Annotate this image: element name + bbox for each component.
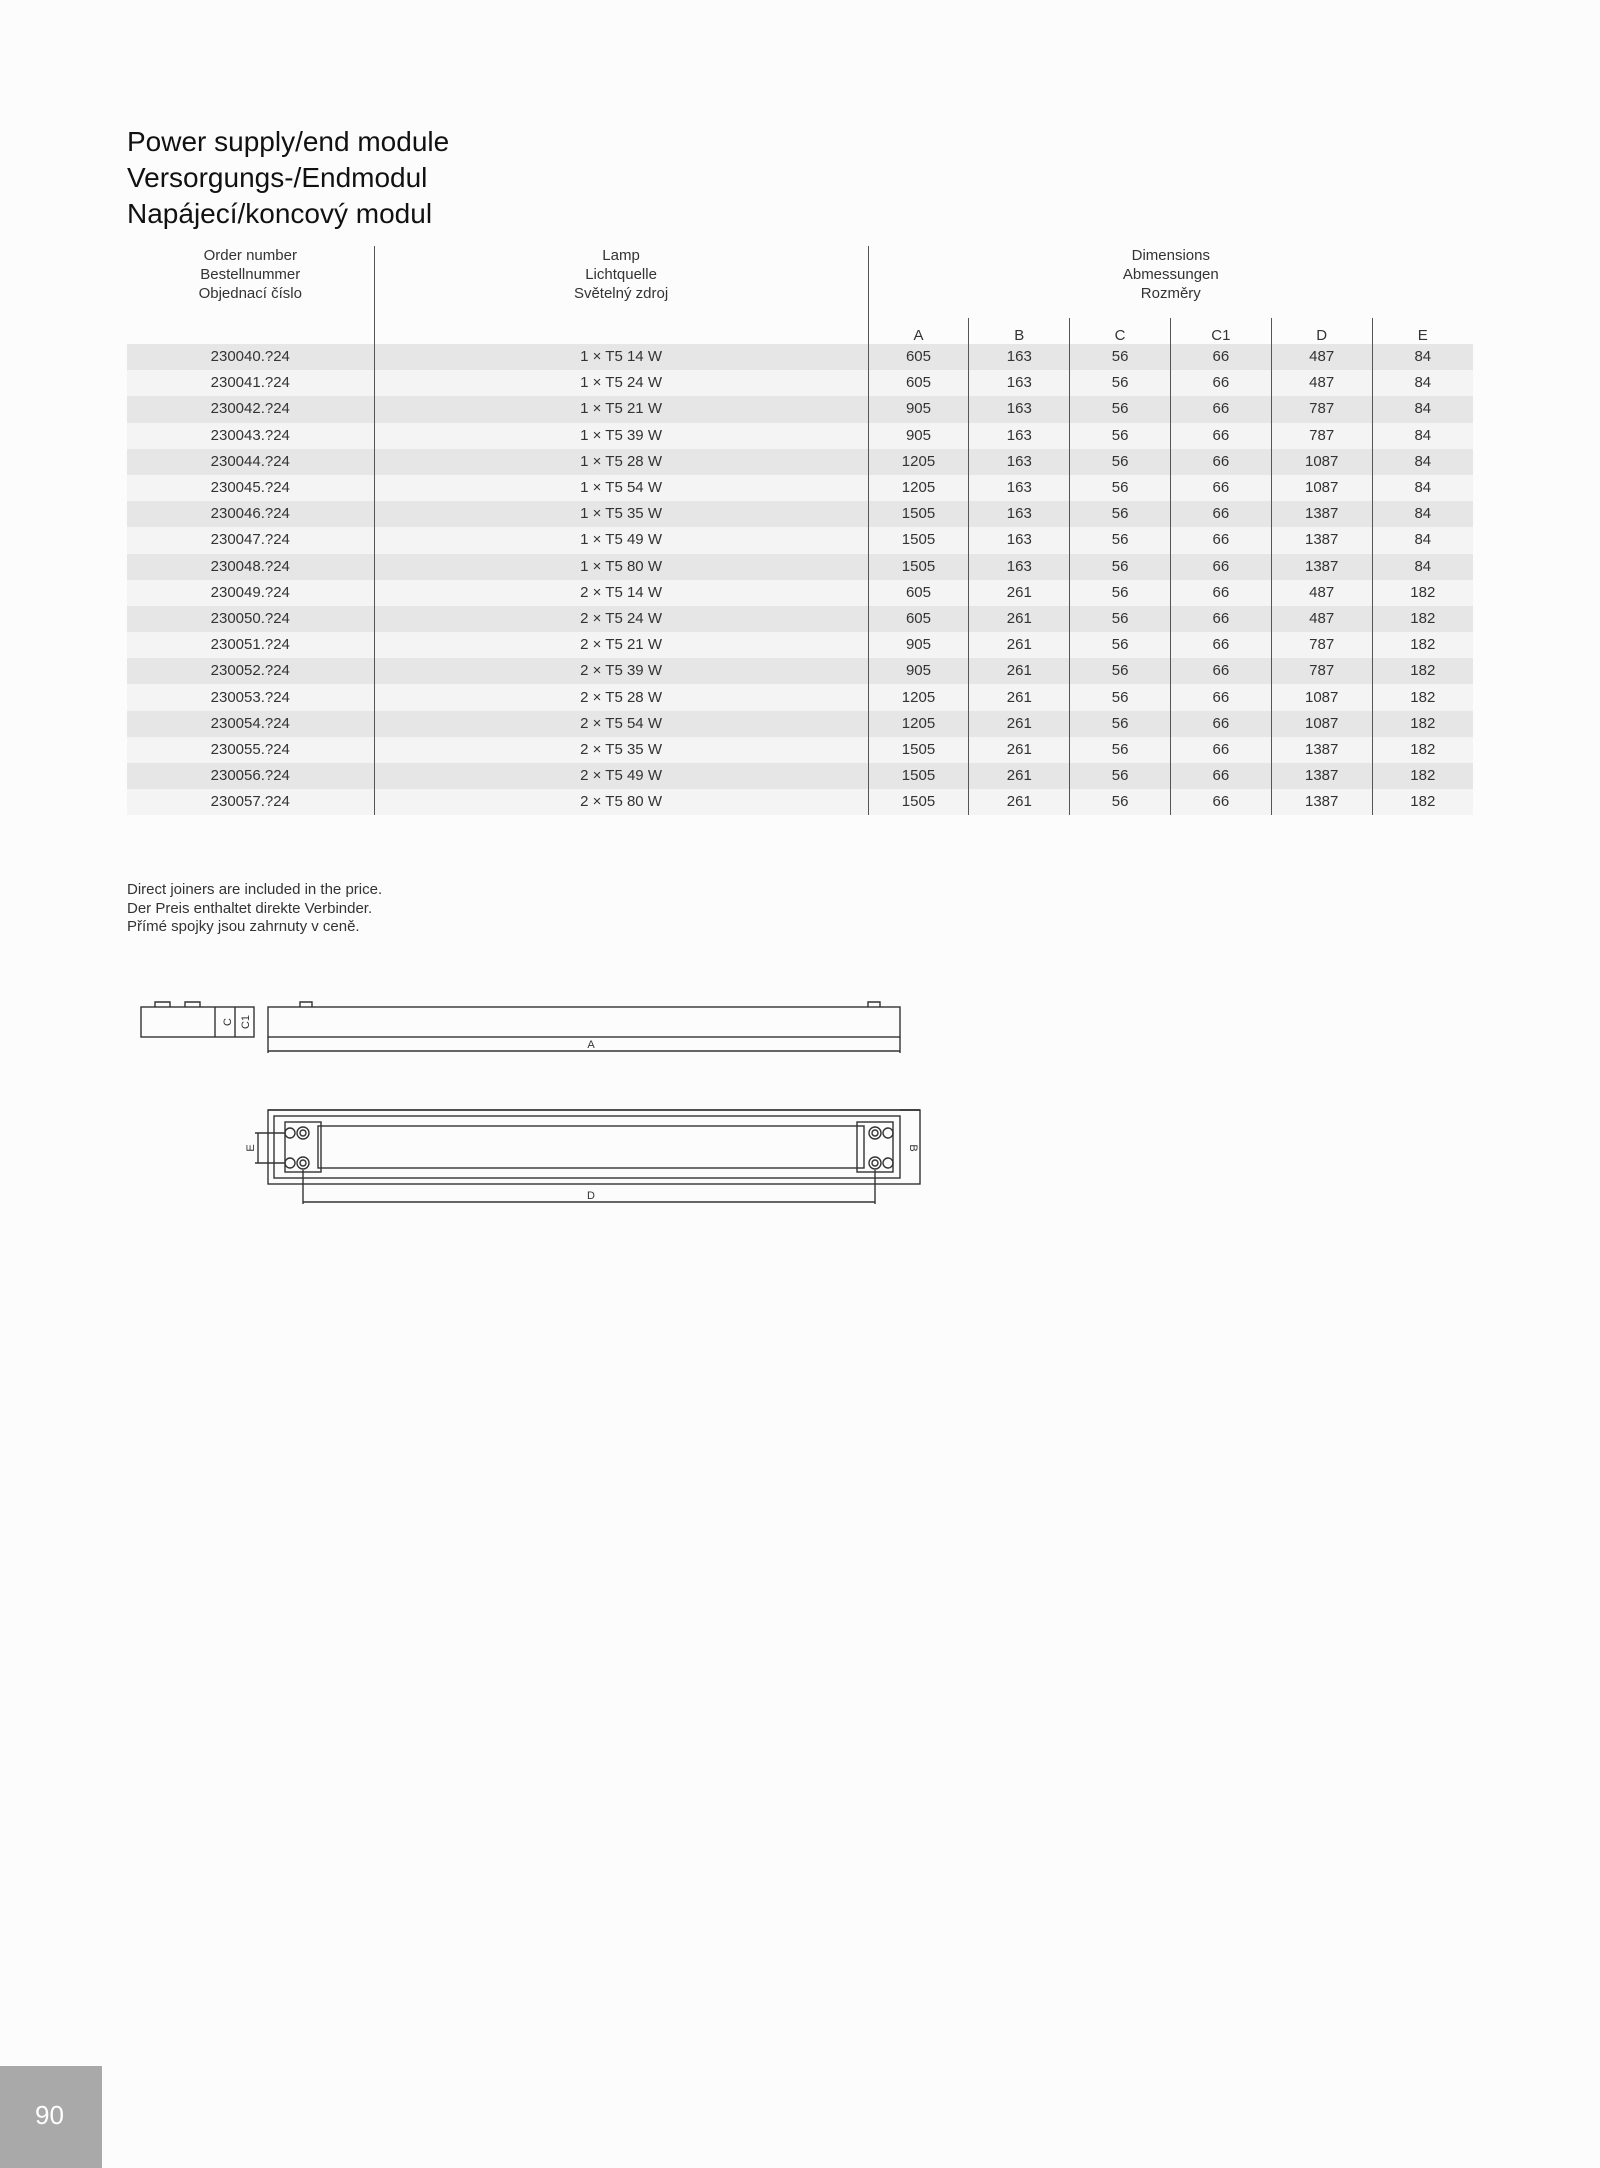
- price-notes: [127, 881, 382, 937]
- dimension-d-cell: 1087: [1271, 711, 1372, 737]
- label-c: C: [222, 1018, 234, 1026]
- table-row: [127, 789, 1473, 815]
- dimension-b-cell: 163: [969, 554, 1070, 580]
- page-number-tab: [0, 2066, 102, 2168]
- note-german: Der Preis enthaltet direkte Verbinder.: [127, 899, 373, 917]
- dimension-b-cell: 261: [969, 763, 1070, 789]
- table-row: [127, 632, 1473, 658]
- dimension-a-cell: 1205: [868, 711, 969, 737]
- product-table: [127, 246, 1473, 815]
- lamp-cell: 1 × T5 28 W: [374, 449, 868, 475]
- dimension-d-cell: 1387: [1271, 527, 1372, 553]
- dimension-c1-cell: 66: [1170, 580, 1271, 606]
- dimension-e-cell: 182: [1372, 658, 1473, 684]
- lamp-cell: 2 × T5 49 W: [374, 763, 868, 789]
- dimension-e-cell: 84: [1372, 554, 1473, 580]
- label-b: B: [907, 1144, 919, 1152]
- dimension-c1-cell: 66: [1170, 763, 1271, 789]
- dimension-d-cell: 787: [1271, 396, 1372, 422]
- lamp-cell: 1 × T5 35 W: [374, 501, 868, 527]
- dimension-e-cell: 84: [1372, 449, 1473, 475]
- dimension-b-cell: 261: [969, 789, 1070, 815]
- dimension-c-cell: 56: [1070, 527, 1171, 553]
- dimension-c-cell: 56: [1070, 554, 1171, 580]
- dimension-a-cell: 1505: [868, 789, 969, 815]
- dimension-a-cell: 605: [868, 580, 969, 606]
- table-row: [127, 711, 1473, 737]
- dimension-e-cell: 182: [1372, 789, 1473, 815]
- dimension-a-cell: 1505: [868, 554, 969, 580]
- dimension-b-cell: 261: [969, 737, 1070, 763]
- dimension-d-cell: 1387: [1271, 554, 1372, 580]
- dimension-e-cell: 182: [1372, 606, 1473, 632]
- dimension-a-cell: 1505: [868, 737, 969, 763]
- order-number-cell: 230051.?24: [127, 632, 374, 658]
- dimension-e-cell: 182: [1372, 711, 1473, 737]
- lamp-cell: 2 × T5 39 W: [374, 658, 868, 684]
- table-row: [127, 527, 1473, 553]
- dimension-c1-cell: 66: [1170, 344, 1271, 370]
- page-number: 90: [35, 2100, 64, 2130]
- lamp-cell: 1 × T5 39 W: [374, 423, 868, 449]
- dimension-c1-cell: 66: [1170, 475, 1271, 501]
- dimension-c-cell: 56: [1070, 580, 1171, 606]
- dimension-a-cell: 1505: [868, 527, 969, 553]
- dimension-a-cell: 905: [868, 632, 969, 658]
- dimension-c-cell: 56: [1070, 475, 1171, 501]
- dimension-c-cell: 56: [1070, 632, 1171, 658]
- dimension-e-cell: 182: [1372, 632, 1473, 658]
- dimension-c-cell: 56: [1070, 737, 1171, 763]
- dimension-c1-cell: 66: [1170, 527, 1271, 553]
- dimension-c1-cell: 66: [1170, 370, 1271, 396]
- dimension-d-cell: 1087: [1271, 475, 1372, 501]
- table-body: [127, 344, 1473, 815]
- dimension-c-cell: 56: [1070, 396, 1171, 422]
- lamp-cell: 2 × T5 21 W: [374, 632, 868, 658]
- dimension-e-cell: 182: [1372, 737, 1473, 763]
- lamp-cell: 2 × T5 54 W: [374, 711, 868, 737]
- lamp-cell: 1 × T5 24 W: [374, 370, 868, 396]
- order-number-cell: 230048.?24: [127, 554, 374, 580]
- dimension-c-cell: 56: [1070, 711, 1171, 737]
- order-number-cell: 230049.?24: [127, 580, 374, 606]
- end-module-side-view: [141, 1002, 254, 1037]
- lamp-cell: 2 × T5 24 W: [374, 606, 868, 632]
- dimension-b-cell: 163: [969, 527, 1070, 553]
- dimensions-header: Dimensions Abmessungen Rozměry: [868, 246, 1473, 318]
- dimension-a-cell: 605: [868, 370, 969, 396]
- dimension-c1-cell: 66: [1170, 554, 1271, 580]
- table-row: [127, 737, 1473, 763]
- dimension-b-cell: 261: [969, 606, 1070, 632]
- dimension-c1-cell: 66: [1170, 396, 1271, 422]
- dimension-e-cell: 84: [1372, 527, 1473, 553]
- dimension-c1-cell: 66: [1170, 684, 1271, 710]
- dimension-e-cell: 84: [1372, 423, 1473, 449]
- dimension-e-cell: 84: [1372, 396, 1473, 422]
- title-czech: Napájecí/koncový modul: [127, 198, 433, 229]
- order-number-cell: 230057.?24: [127, 789, 374, 815]
- table-row: [127, 449, 1473, 475]
- table-row: [127, 763, 1473, 789]
- dimension-c1-cell: 66: [1170, 423, 1271, 449]
- dimension-d-cell: 487: [1271, 370, 1372, 396]
- dimension-a-cell: 1205: [868, 449, 969, 475]
- dimension-a-cell: 905: [868, 423, 969, 449]
- order-number-cell: 230053.?24: [127, 684, 374, 710]
- label-c1: C1: [240, 1014, 252, 1030]
- lamp-header: Lamp Lichtquelle Světelný zdroj: [374, 246, 868, 344]
- dimension-d-cell: 787: [1271, 632, 1372, 658]
- order-number-cell: 230042.?24: [127, 396, 374, 422]
- dimension-b-cell: 163: [969, 449, 1070, 475]
- dimension-c-cell: 56: [1070, 606, 1171, 632]
- order-number-cell: 230041.?24: [127, 370, 374, 396]
- dim-header-b: B: [969, 318, 1070, 344]
- lamp-cell: 2 × T5 80 W: [374, 789, 868, 815]
- dimension-b-cell: 261: [969, 684, 1070, 710]
- order-number-cell: 230054.?24: [127, 711, 374, 737]
- table-row: [127, 554, 1473, 580]
- label-a: A: [587, 1039, 595, 1051]
- dimension-b-cell: 163: [969, 370, 1070, 396]
- order-number-cell: 230055.?24: [127, 737, 374, 763]
- dimension-a-cell: 905: [868, 658, 969, 684]
- dimension-c1-cell: 66: [1170, 789, 1271, 815]
- label-e: E: [245, 1144, 257, 1152]
- order-number-cell: 230044.?24: [127, 449, 374, 475]
- dimension-a-cell: 605: [868, 344, 969, 370]
- order-number-cell: 230043.?24: [127, 423, 374, 449]
- lamp-top-view: [245, 1110, 920, 1204]
- dimension-e-cell: 182: [1372, 580, 1473, 606]
- dim-header-c1: C1: [1170, 318, 1271, 344]
- dimension-c1-cell: 66: [1170, 501, 1271, 527]
- dimension-d-cell: 1387: [1271, 501, 1372, 527]
- title-english: Power supply/end module: [127, 126, 450, 157]
- dim-header-c: C: [1070, 318, 1171, 344]
- dimension-b-cell: 261: [969, 658, 1070, 684]
- lamp-cell: 1 × T5 80 W: [374, 554, 868, 580]
- dimension-c1-cell: 66: [1170, 658, 1271, 684]
- dimension-e-cell: 182: [1372, 684, 1473, 710]
- table-row: [127, 475, 1473, 501]
- table-row: [127, 344, 1473, 370]
- dim-header-e: E: [1372, 318, 1473, 344]
- dimension-d-cell: 1087: [1271, 684, 1372, 710]
- dimension-c1-cell: 66: [1170, 737, 1271, 763]
- order-number-cell: 230056.?24: [127, 763, 374, 789]
- table-row: [127, 606, 1473, 632]
- table-row: [127, 501, 1473, 527]
- dimension-d-cell: 487: [1271, 580, 1372, 606]
- dimension-e-cell: 84: [1372, 475, 1473, 501]
- dimension-a-cell: 1205: [868, 684, 969, 710]
- lamp-cell: 1 × T5 54 W: [374, 475, 868, 501]
- dimension-d-cell: 787: [1271, 658, 1372, 684]
- dimension-d-cell: 787: [1271, 423, 1372, 449]
- note-english: Direct joiners are included in the price.: [127, 881, 383, 898]
- dimension-b-cell: 261: [969, 632, 1070, 658]
- dimension-c-cell: 56: [1070, 789, 1171, 815]
- dimension-d-cell: 1387: [1271, 789, 1372, 815]
- dimension-b-cell: 261: [969, 580, 1070, 606]
- dimension-e-cell: 84: [1372, 501, 1473, 527]
- lamp-cell: 2 × T5 14 W: [374, 580, 868, 606]
- table-row: [127, 580, 1473, 606]
- dimension-a-cell: 1505: [868, 763, 969, 789]
- table-row: [127, 658, 1473, 684]
- label-d: D: [587, 1190, 595, 1202]
- title-german: Versorgungs-/Endmodul: [127, 162, 428, 193]
- lamp-cell: 2 × T5 28 W: [374, 684, 868, 710]
- dimension-a-cell: 1205: [868, 475, 969, 501]
- dimension-b-cell: 261: [969, 711, 1070, 737]
- table-row: [127, 396, 1473, 422]
- dimension-b-cell: 163: [969, 396, 1070, 422]
- dimension-c-cell: 56: [1070, 423, 1171, 449]
- note-czech: Přímé spojky jsou zahrnuty v ceně.: [127, 918, 360, 935]
- order-number-cell: 230047.?24: [127, 527, 374, 553]
- dimension-c-cell: 56: [1070, 344, 1171, 370]
- dimension-e-cell: 182: [1372, 763, 1473, 789]
- dimension-c-cell: 56: [1070, 449, 1171, 475]
- dimension-c1-cell: 66: [1170, 606, 1271, 632]
- table-row: [127, 370, 1473, 396]
- dimension-d-cell: 487: [1271, 344, 1372, 370]
- dimension-b-cell: 163: [969, 344, 1070, 370]
- order-number-cell: 230052.?24: [127, 658, 374, 684]
- dimension-c-cell: 56: [1070, 658, 1171, 684]
- dimension-c-cell: 56: [1070, 763, 1171, 789]
- dimension-d-cell: 487: [1271, 606, 1372, 632]
- dimension-c1-cell: 66: [1170, 632, 1271, 658]
- lamp-cell: 1 × T5 21 W: [374, 396, 868, 422]
- order-number-header: Order number Bestellnummer Objednací číslo: [198, 247, 302, 302]
- dimension-d-cell: 1387: [1271, 763, 1372, 789]
- table-row: [127, 684, 1473, 710]
- dimension-c1-cell: 66: [1170, 449, 1271, 475]
- dimension-d-cell: 1087: [1271, 449, 1372, 475]
- dimension-e-cell: 84: [1372, 344, 1473, 370]
- page-title: [127, 124, 449, 232]
- dimension-b-cell: 163: [969, 501, 1070, 527]
- lamp-cell: 1 × T5 14 W: [374, 344, 868, 370]
- dimension-a-cell: 1505: [868, 501, 969, 527]
- order-number-cell: 230050.?24: [127, 606, 374, 632]
- dimension-b-cell: 163: [969, 475, 1070, 501]
- dimension-e-cell: 84: [1372, 370, 1473, 396]
- order-number-cell: 230045.?24: [127, 475, 374, 501]
- lamp-cell: 2 × T5 35 W: [374, 737, 868, 763]
- lamp-cell: 1 × T5 49 W: [374, 527, 868, 553]
- dimension-d-cell: 1387: [1271, 737, 1372, 763]
- order-number-cell: 230040.?24: [127, 344, 374, 370]
- dimension-c1-cell: 66: [1170, 711, 1271, 737]
- lamp-side-view: [268, 1002, 900, 1053]
- dimension-c-cell: 56: [1070, 501, 1171, 527]
- dim-header-d: D: [1271, 318, 1372, 344]
- dimension-a-cell: 905: [868, 396, 969, 422]
- dimension-c-cell: 56: [1070, 684, 1171, 710]
- dimension-b-cell: 163: [969, 423, 1070, 449]
- order-number-cell: 230046.?24: [127, 501, 374, 527]
- dimension-a-cell: 605: [868, 606, 969, 632]
- dimension-c-cell: 56: [1070, 370, 1171, 396]
- dim-header-a: A: [868, 318, 969, 344]
- table-row: [127, 423, 1473, 449]
